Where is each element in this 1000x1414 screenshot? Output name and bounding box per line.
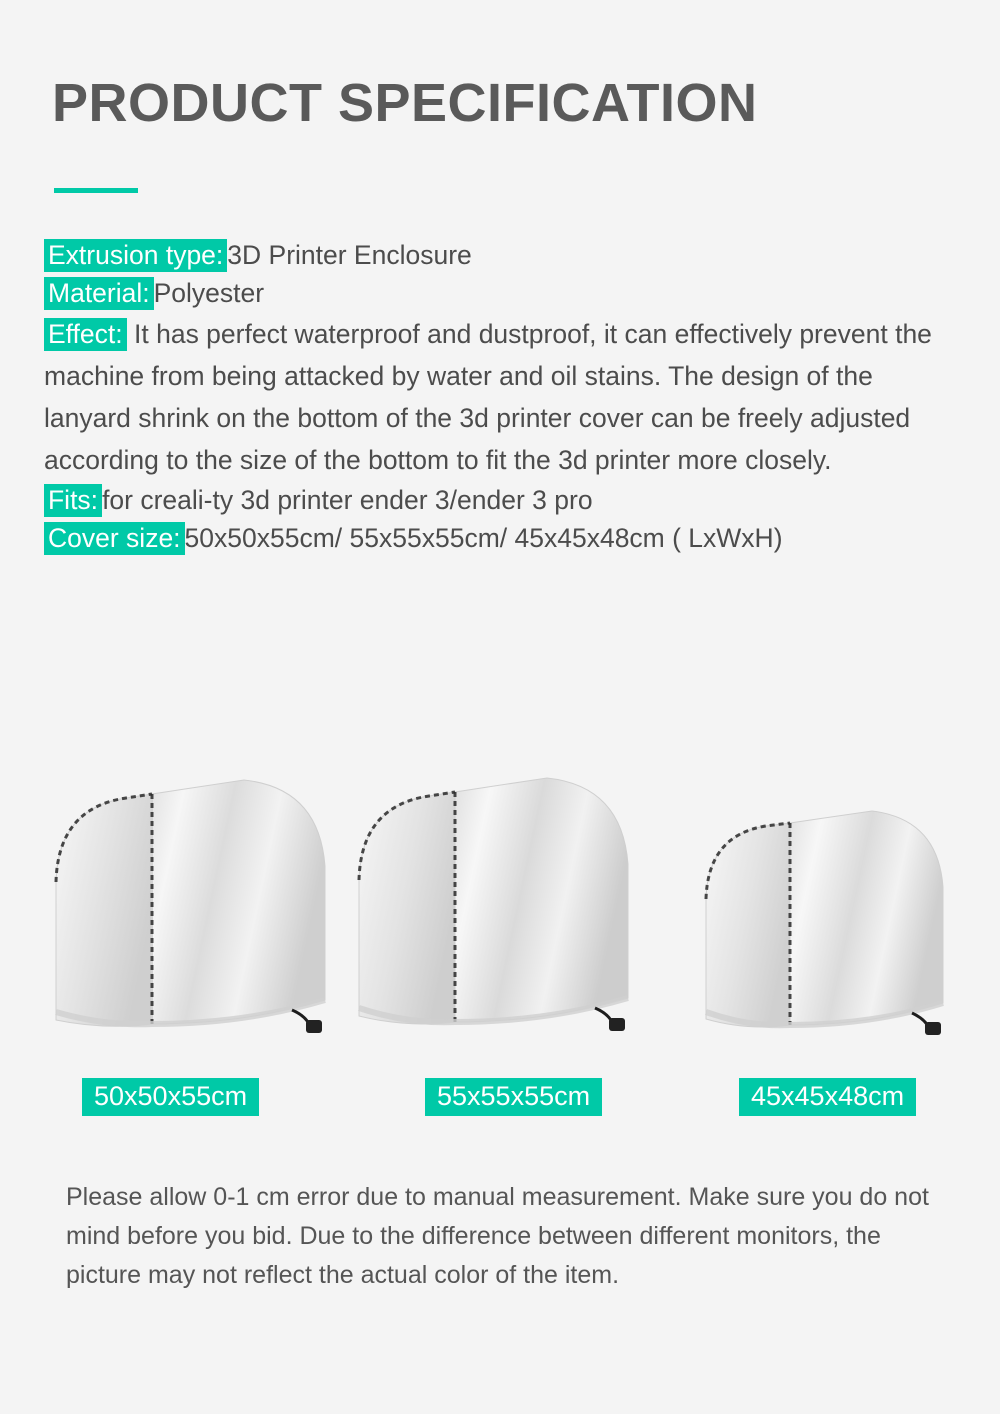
specification-list	[44, 238, 964, 559]
effect-label: Effect:	[44, 318, 127, 351]
measurement-disclaimer-note: Please allow 0-1 cm error due to manual measurement. Make sure you do not mind before you bid. Due to the difference between different monitors, the picture may not reflect the actual color of the item.	[66, 1183, 929, 1289]
extrusion-type-label: Extrusion type:	[44, 239, 227, 272]
printer-cover-illustration	[690, 797, 975, 1047]
product-image-55x55x55	[345, 762, 665, 1052]
size-label-50x50x55: 50x50x55cm	[82, 1078, 259, 1116]
fits-value: for creali-ty 3d printer ender 3/ender 3 pro	[102, 485, 593, 516]
size-label-45x45x48: 45x45x48cm	[739, 1078, 916, 1116]
extrusion-type-value: 3D Printer Enclosure	[227, 240, 472, 270]
product-image-50x50x55	[34, 762, 354, 1052]
cover-size-value: 50x50x55cm/ 55x55x55cm/ 45x45x48cm ( LxWxH)	[184, 523, 783, 554]
product-image-gallery	[0, 752, 1000, 1052]
printer-cover-illustration	[345, 762, 665, 1047]
title-underline-accent	[54, 188, 138, 193]
spec-row-cover-size	[44, 521, 964, 556]
cover-size-label: Cover size:	[44, 522, 185, 555]
effect-value: It has perfect waterproof and dustproof, it can effectively prevent the machine from being attacked by water and oil stains. The design of the lanyard shrink on the bottom of the 3d printer cover can be freely adjusted according to the size of the bottom to fit the 3d printer more closely.	[44, 318, 932, 475]
page-title: PRODUCT SPECIFICATION	[52, 73, 758, 133]
size-label-55x55x55: 55x55x55cm	[425, 1078, 602, 1116]
product-image-45x45x48	[690, 797, 975, 1052]
material-value: Polyester	[153, 277, 265, 308]
spec-row-fits	[44, 483, 964, 518]
material-label: Material:	[44, 277, 154, 310]
spec-row-material	[44, 276, 964, 311]
spec-row-effect	[44, 314, 964, 481]
printer-cover-illustration	[34, 762, 354, 1047]
fits-label: Fits:	[44, 484, 102, 517]
size-label-row	[0, 1078, 1000, 1114]
spec-row-extrusion-type	[44, 238, 964, 273]
